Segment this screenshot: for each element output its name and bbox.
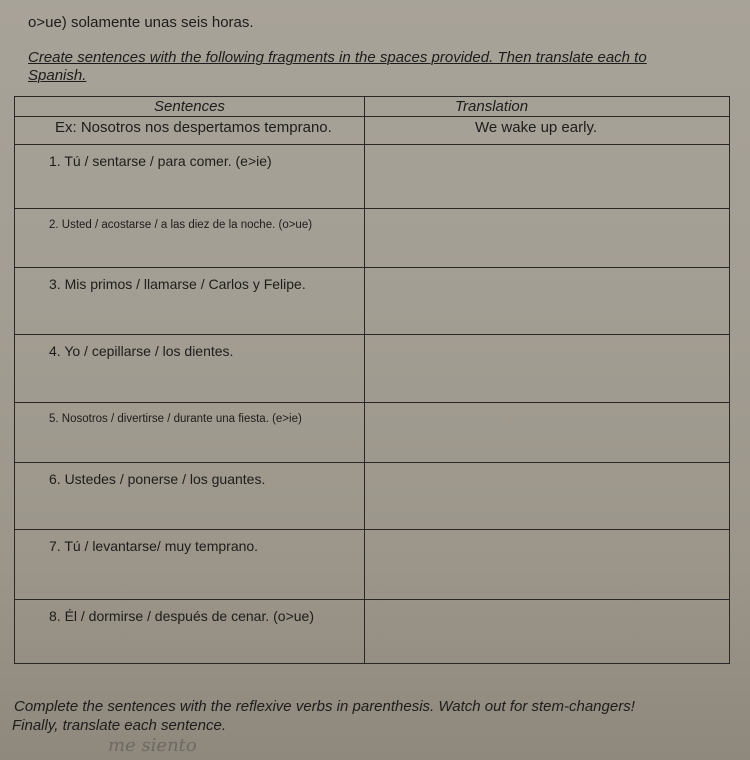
translation-cell[interactable] xyxy=(365,530,730,599)
translation-header: Translation xyxy=(365,97,730,117)
example-sentence: Ex: Nosotros nos despertamos temprano. xyxy=(15,117,365,145)
sentences-header: Sentences xyxy=(15,97,365,117)
table-row xyxy=(15,599,730,663)
translation-cell[interactable] xyxy=(365,209,730,267)
fragment-cell: 1. Tú / sentarse / para comer. (e>ie) xyxy=(15,145,365,209)
example-row xyxy=(15,117,730,145)
translation-cell[interactable] xyxy=(365,145,730,209)
example-translation: We wake up early. xyxy=(365,117,730,145)
table-header-row xyxy=(15,97,730,117)
table-row xyxy=(15,267,730,334)
table-row xyxy=(15,530,730,599)
fragment-cell: 7. Tú / levantarse/ muy temprano. xyxy=(15,530,365,599)
translation-cell[interactable] xyxy=(365,463,730,530)
section-instruction: Create sentences with the following fragments in the spaces provided. Then translate each to Spanish. xyxy=(28,49,647,84)
translation-cell[interactable] xyxy=(365,334,730,402)
table-row xyxy=(15,334,730,402)
previous-item-text: o>ue) solamente unas seis horas. xyxy=(28,14,254,31)
fragment-cell: 2. Usted / acostarse / a las diez de la noche. (o>ue) xyxy=(15,209,365,267)
translation-cell[interactable] xyxy=(365,599,730,663)
next-section-instruction xyxy=(12,697,732,735)
fragment-cell: 8. Él / dormirse / después de cenar. (o>ue) xyxy=(15,599,365,663)
translation-cell[interactable] xyxy=(365,403,730,463)
table-row xyxy=(15,209,730,267)
fragment-cell: 5. Nosotros / divertirse / durante una fiesta. (e>ie) xyxy=(15,403,365,463)
fragment-cell: 3. Mis primos / llamarse / Carlos y Felipe. xyxy=(15,267,365,334)
instruction-line-2: Finally, translate each sentence. xyxy=(12,717,227,734)
table-row xyxy=(15,403,730,463)
table-row xyxy=(15,463,730,530)
fragment-cell: 4. Yo / cepillarse / los dientes. xyxy=(15,334,365,402)
handwritten-answer: me siento xyxy=(108,735,197,756)
translation-cell[interactable] xyxy=(365,267,730,334)
table-row xyxy=(15,145,730,209)
instruction-line-1: Complete the sentences with the reflexive verbs in parenthesis. Watch out for stem-changers! xyxy=(14,698,635,715)
fragment-cell: 6. Ustedes / ponerse / los guantes. xyxy=(15,463,365,530)
sentence-translation-table xyxy=(14,96,730,664)
